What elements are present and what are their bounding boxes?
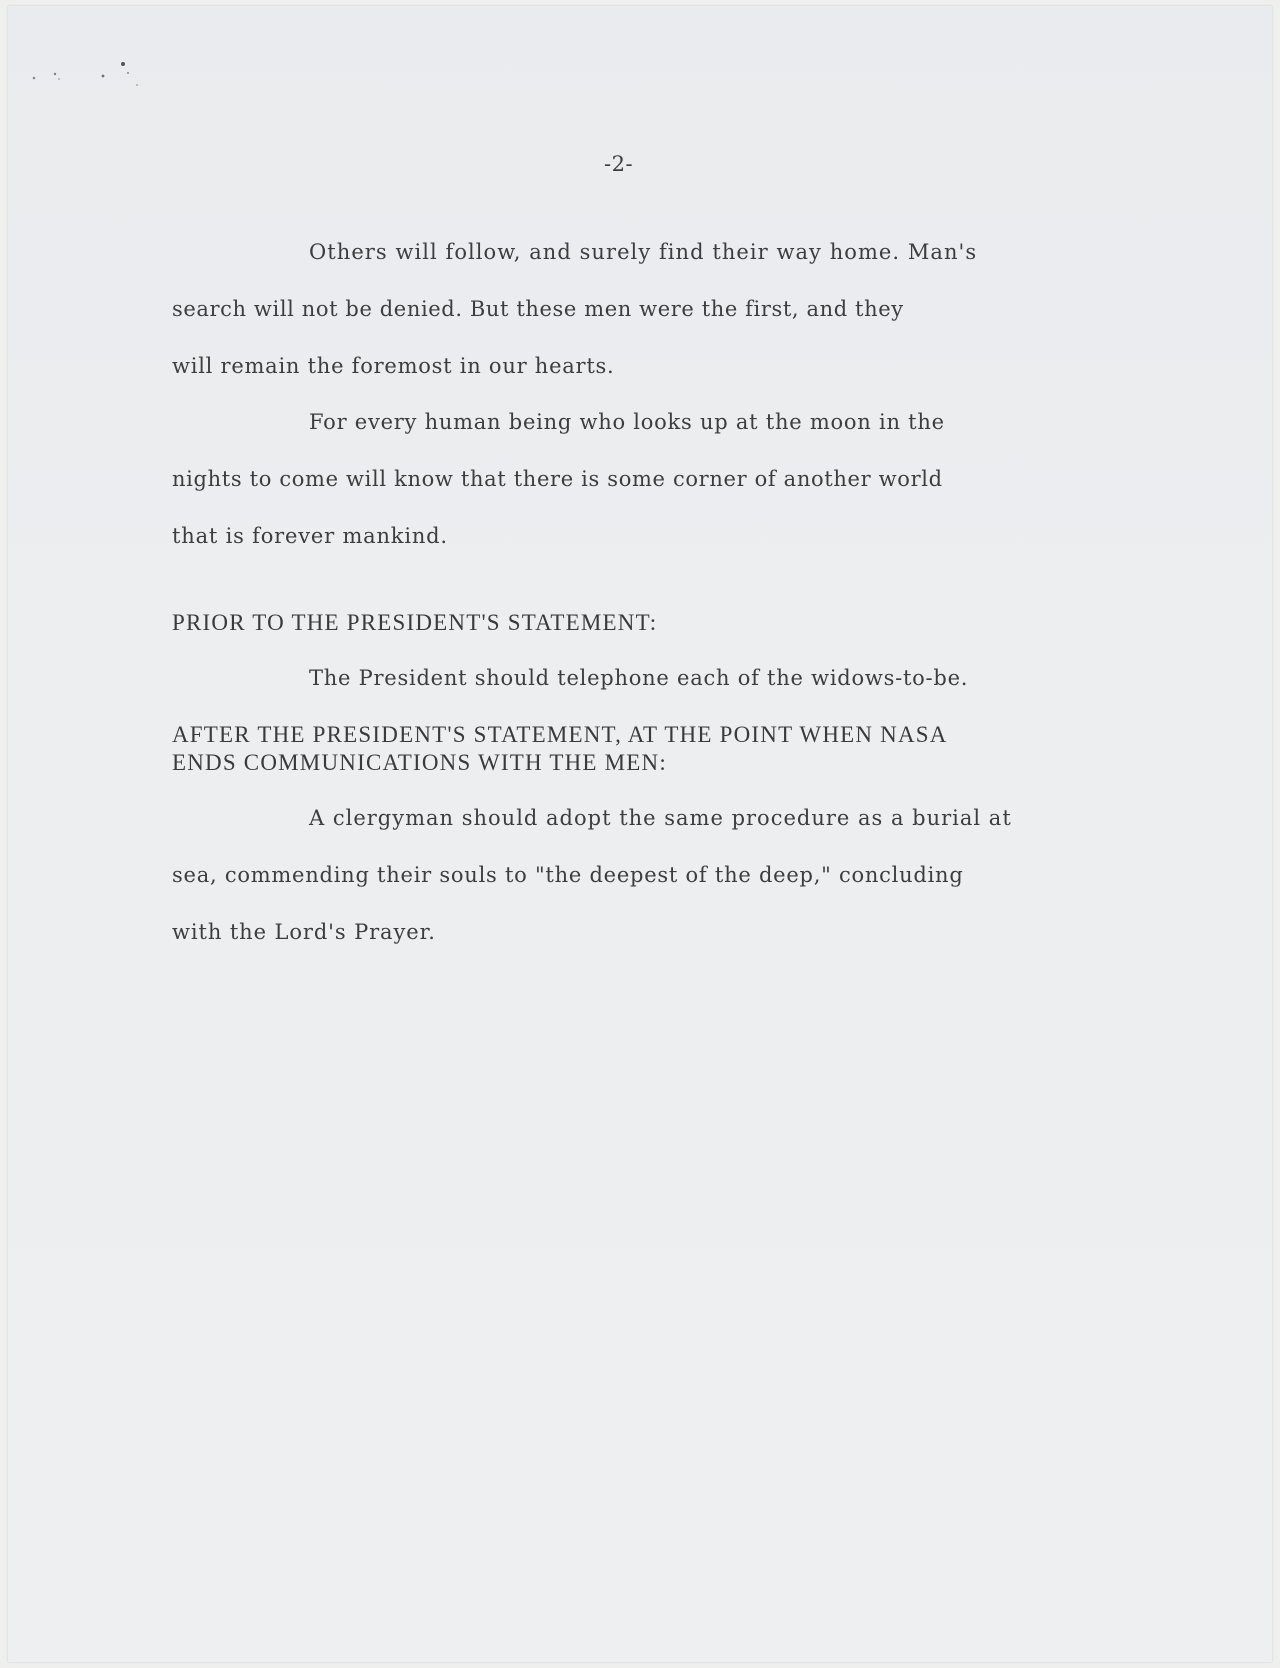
page-number: -2- [604, 152, 634, 176]
document-page [8, 6, 1272, 1662]
heading-after-statement-line-2: ENDS COMMUNICATIONS WITH THE MEN: [172, 750, 667, 775]
paragraph-4-line-3: with the Lord's Prayer. [172, 920, 436, 944]
paragraph-2-line-3: that is forever mankind. [172, 524, 448, 548]
paragraph-4-line-1: A clergyman should adopt the same procedure as a burial at [309, 806, 1012, 830]
heading-after-statement-line-1: AFTER THE PRESIDENT'S STATEMENT, AT THE POINT WHEN NASA [172, 722, 948, 747]
paragraph-3-line-1: The President should telephone each of the widows-to-be. [309, 666, 969, 690]
heading-prior-statement: PRIOR TO THE PRESIDENT'S STATEMENT: [172, 610, 658, 635]
paragraph-1-line-2: search will not be denied. But these men were the first, and they [172, 297, 904, 321]
paragraph-1-line-1: Others will follow, and surely find their way home. Man's [309, 240, 978, 264]
paragraph-2-line-2: nights to come will know that there is some corner of another world [172, 467, 943, 491]
paragraph-1-line-3: will remain the foremost in our hearts. [172, 354, 615, 378]
paragraph-2-line-1: For every human being who looks up at the moon in the [309, 410, 945, 434]
paper-specks [30, 60, 150, 90]
paragraph-4-line-2: sea, commending their souls to "the deepest of the deep," concluding [172, 863, 964, 887]
